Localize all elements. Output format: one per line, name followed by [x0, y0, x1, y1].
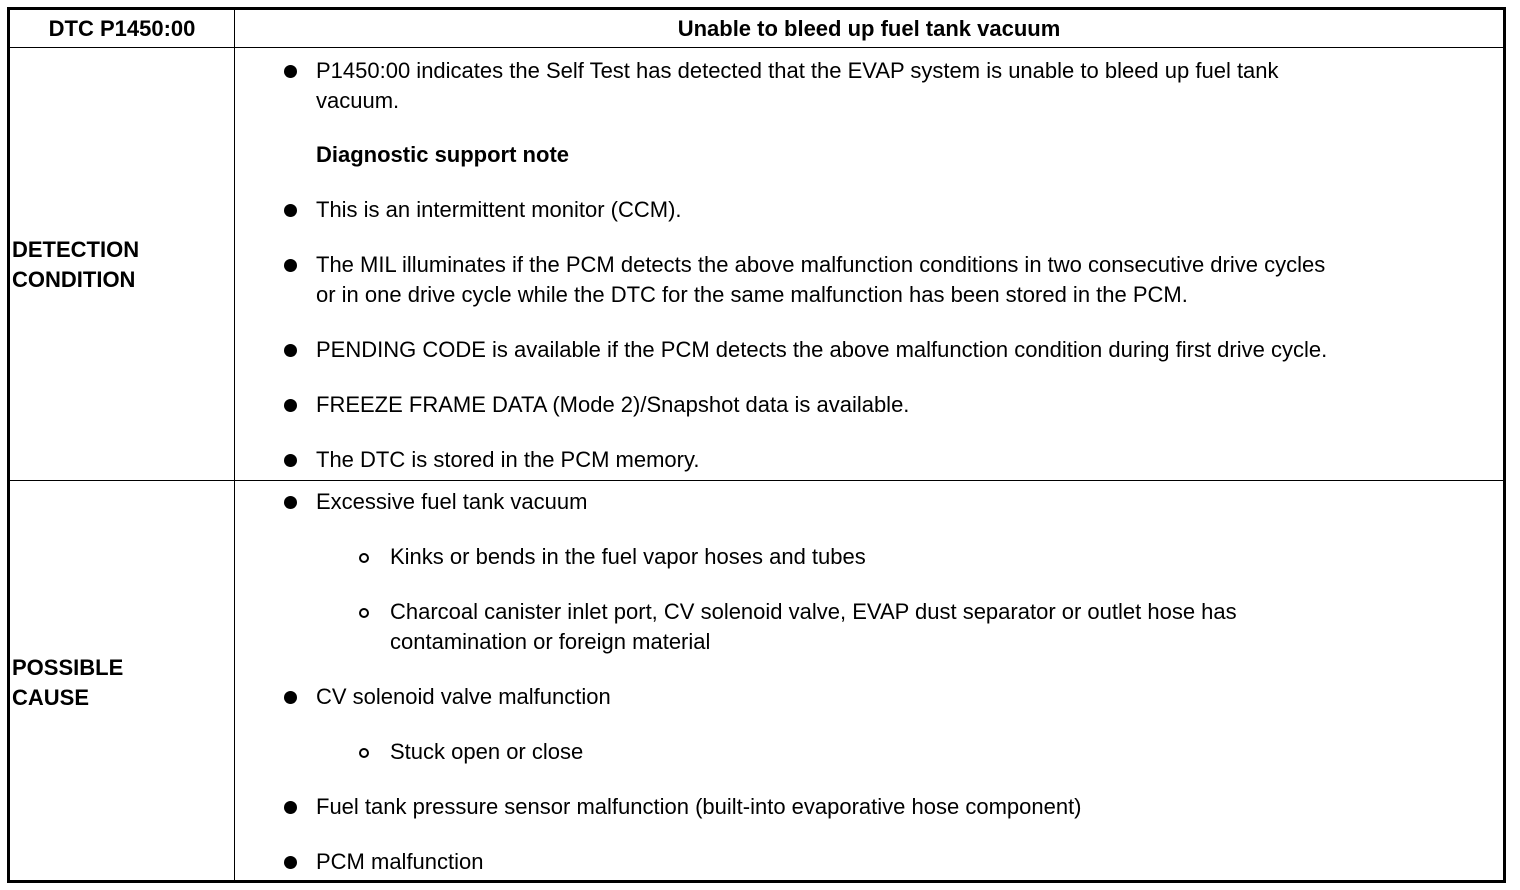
bullet-icon [284, 856, 297, 869]
table-frame [7, 7, 1506, 883]
bullet-icon [284, 801, 297, 814]
list-item: The DTC is stored in the PCM memory. [316, 447, 700, 472]
header-divider [7, 47, 1506, 48]
dtc-code-header: DTC P1450:00 [48, 15, 196, 41]
possible-cause-label: POSSIBLE CAUSE [12, 655, 124, 710]
bullet-icon [284, 496, 297, 509]
dtc-title-header: Unable to bleed up fuel tank vacuum [677, 15, 1061, 41]
list-item: Fuel tank pressure sensor malfunction (built-into evaporative hose component) [316, 794, 1082, 819]
sub-list-item-continuation: contamination or foreign material [390, 629, 711, 654]
column-divider [234, 7, 235, 883]
list-item: P1450:00 indicates the Self Test has detected that the EVAP system is unable to bleed up fuel tank [316, 58, 1279, 83]
list-item: CV solenoid valve malfunction [316, 684, 611, 709]
list-item: This is an intermittent monitor (CCM). [316, 197, 682, 222]
list-item: PENDING CODE is available if the PCM detects the above malfunction condition during first drive cycle. [316, 337, 1328, 362]
sub-bullet-icon [359, 608, 369, 618]
list-item: FREEZE FRAME DATA (Mode 2)/Snapshot data is available. [316, 392, 910, 417]
sub-list-item: Stuck open or close [390, 739, 584, 764]
row-divider [7, 480, 1506, 481]
sub-list-item: Kinks or bends in the fuel vapor hoses and tubes [390, 544, 866, 569]
bullet-icon [284, 204, 297, 217]
bullet-icon [284, 344, 297, 357]
bullet-icon [284, 691, 297, 704]
list-item: The MIL illuminates if the PCM detects the above malfunction conditions in two consecutive drive cycles [316, 252, 1326, 277]
sub-bullet-icon [359, 553, 369, 563]
bullet-icon [284, 399, 297, 412]
sub-bullet-icon [359, 748, 369, 758]
sub-list-item: Charcoal canister inlet port, CV solenoid valve, EVAP dust separator or outlet hose has [390, 599, 1237, 624]
bullet-icon [284, 454, 297, 467]
diagnostic-support-note-heading: Diagnostic support note [316, 142, 569, 167]
bullet-icon [284, 259, 297, 272]
list-item: PCM malfunction [316, 849, 484, 874]
list-item: Excessive fuel tank vacuum [316, 489, 588, 514]
list-item-continuation: or in one drive cycle while the DTC for the same malfunction has been stored in the PCM. [316, 282, 1188, 307]
detection-condition-label: DETECTION CONDITION [12, 237, 140, 292]
bullet-icon [284, 65, 297, 78]
list-item-continuation: vacuum. [316, 88, 400, 113]
